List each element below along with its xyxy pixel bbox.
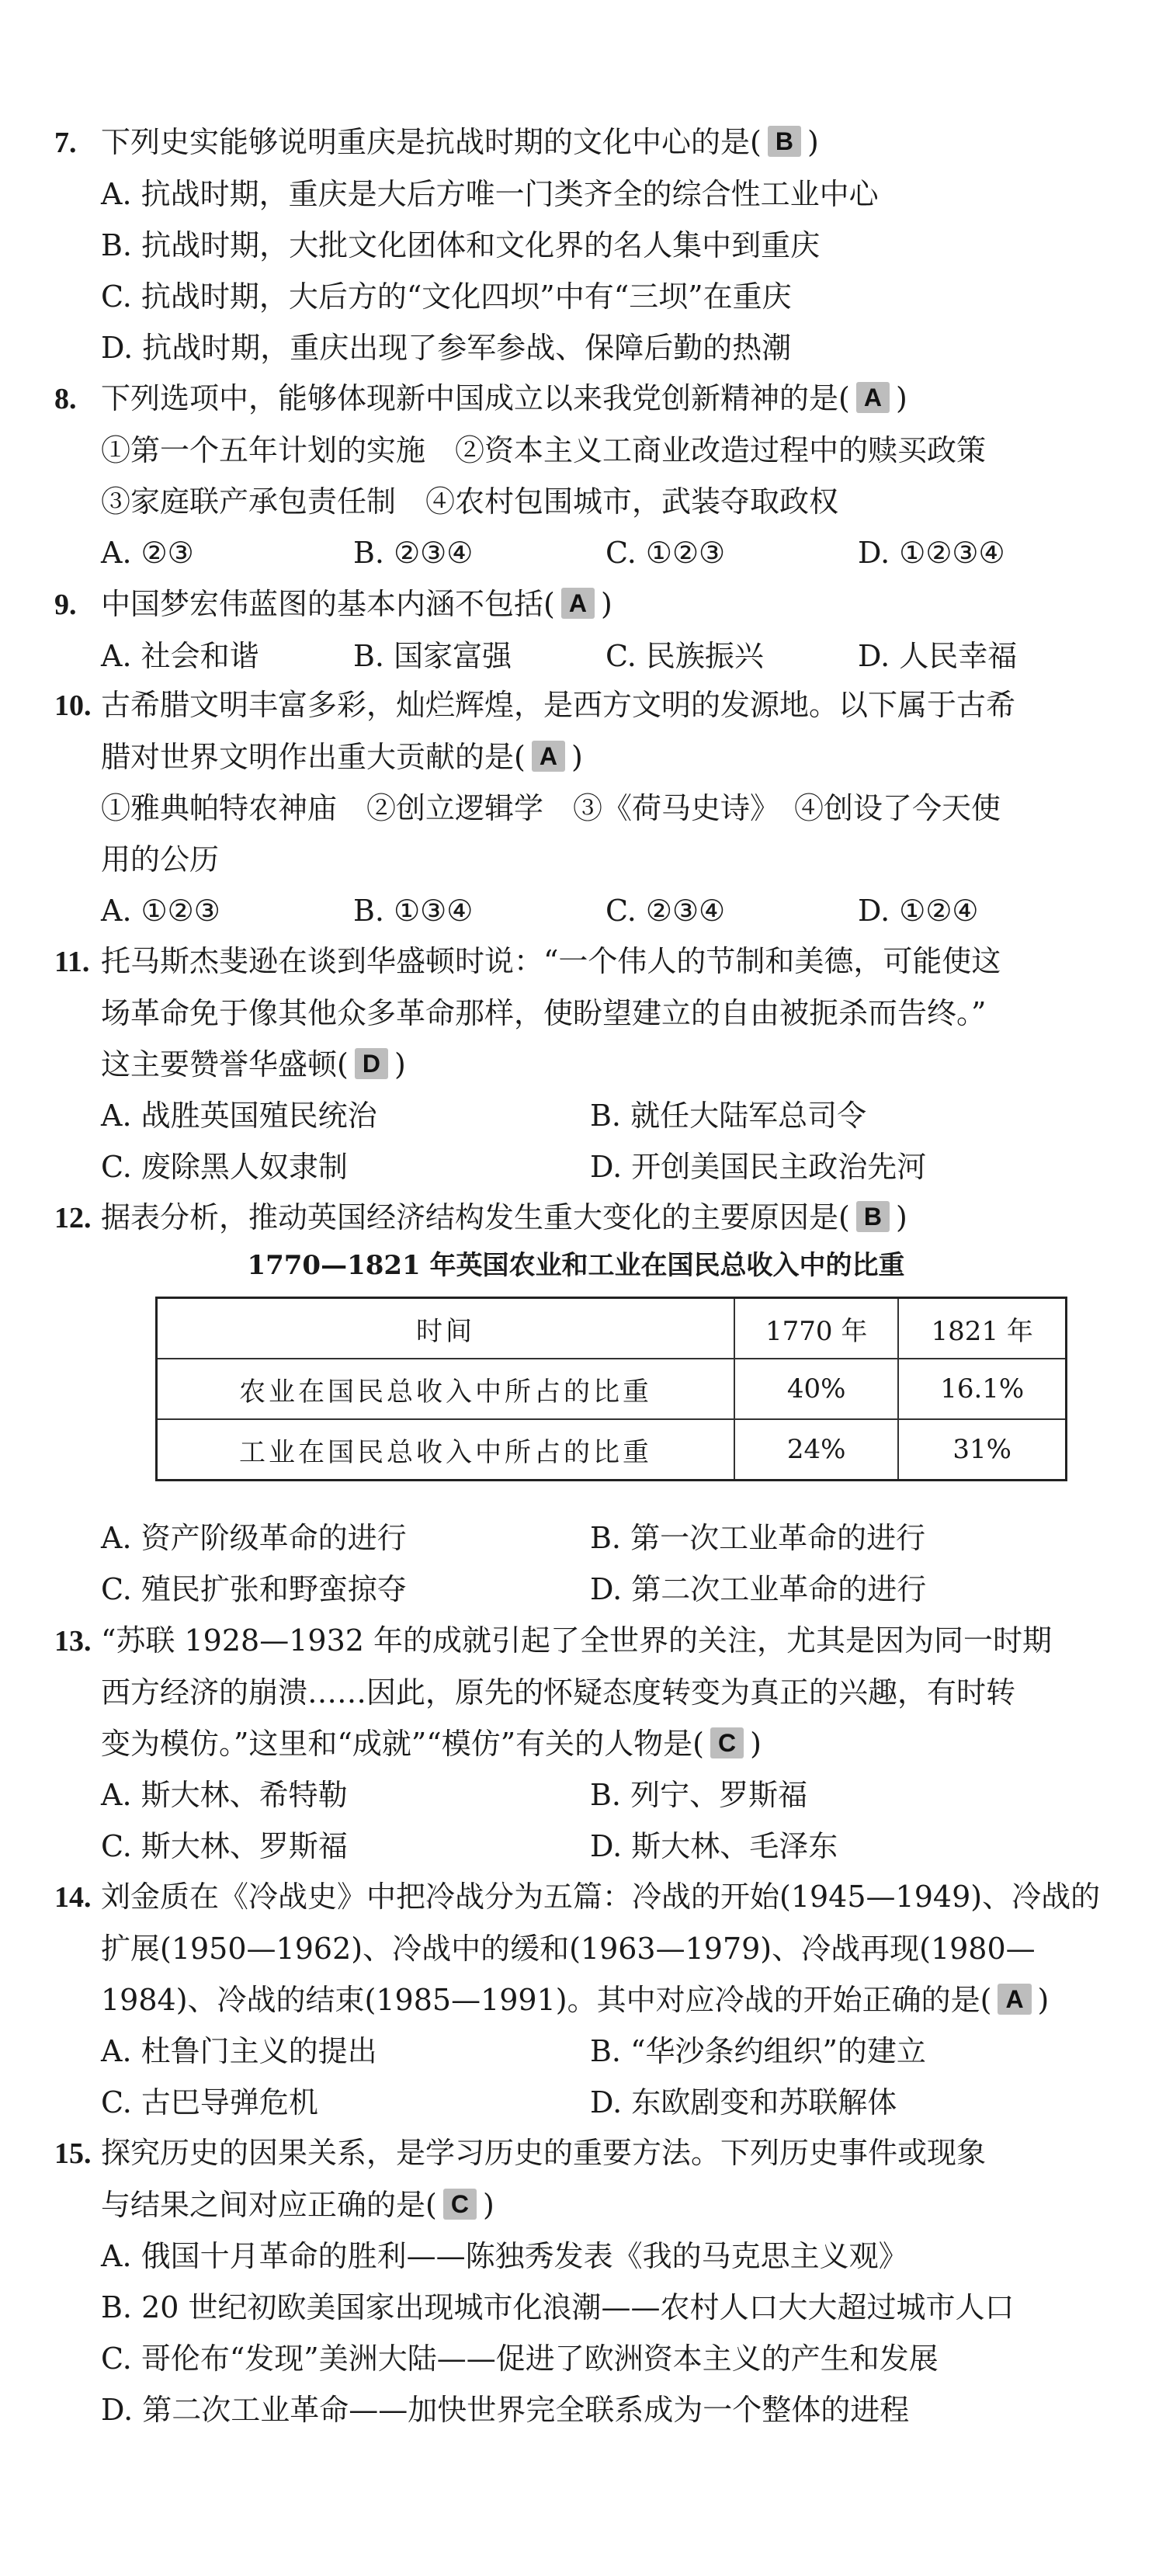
question-10 — [54, 679, 1110, 936]
option: B. 就任大陆军总司令 — [590, 1099, 867, 1133]
table-cell: 31% — [898, 1419, 1066, 1481]
table-cell: 16.1% — [898, 1359, 1066, 1419]
option: B. ②③④ — [353, 536, 474, 570]
option: C. 抗战时期，大后方的“文化四坝”中有“三坝”在重庆 — [101, 279, 792, 314]
question-number: 11. — [54, 946, 90, 978]
question-stem: 15. 探究历史的因果关系，是学习历史的重要方法。下列历史事件或现象 — [54, 2127, 1110, 2179]
option-row — [54, 1564, 1110, 1615]
option: D. 开创美国民主政治先河 — [590, 1150, 927, 1184]
question-number: 14. — [54, 1881, 92, 1914]
option: C. 殖民扩张和野蛮掠夺 — [101, 1572, 407, 1606]
question-number: 10. — [54, 689, 92, 722]
option: B. 抗战时期，大批文化团体和文化界的名人集中到重庆 — [101, 228, 821, 262]
question-number: 13. — [54, 1625, 92, 1658]
option: C. 斯大林、罗斯福 — [101, 1829, 348, 1863]
answer-box: C — [710, 1727, 744, 1758]
option: D. 抗战时期，重庆出现了参军参战、保障后勤的热潮 — [101, 331, 792, 365]
option-row — [54, 1821, 1110, 1872]
table-header-row — [157, 1298, 1067, 1359]
option: A. 杜鲁门主义的提出 — [101, 2034, 377, 2068]
option: D. ①②④ — [858, 894, 979, 928]
option: B. ①③④ — [353, 894, 474, 928]
option: D. 人民幸福 — [858, 639, 1018, 673]
question-stem-cont: 扩展(1950—1962)、冷战中的缓和(1963—1979)、冷战再现(1980— — [101, 1932, 1036, 1966]
table-header-cell: 1821 年 — [898, 1298, 1066, 1359]
data-table — [155, 1297, 1067, 1481]
option: A. 社会和谐 — [101, 639, 259, 673]
option: C. 废除黑人奴隶制 — [101, 1150, 348, 1184]
option: D. ①②③④ — [858, 536, 1005, 570]
answer-box: A — [532, 741, 565, 772]
question-number: 15. — [54, 2137, 92, 2170]
answer-box: A — [561, 588, 595, 619]
question-stem-cont: 西方经济的崩溃……因此，原先的怀疑态度转变为真正的兴趣，有时转 — [101, 1675, 1016, 1710]
option: C. 民族振兴 — [605, 639, 764, 673]
option: C. 古巴导弹危机 — [101, 2085, 318, 2119]
item-list: ①第一个五年计划的实施 ②资本主义工商业改造过程中的赎买政策 — [101, 433, 987, 467]
question-stem-cont: 变为模仿。”这里和“成就”“模仿”有关的人物是( C ) — [101, 1727, 762, 1761]
option: A. 战胜英国殖民统治 — [101, 1099, 377, 1133]
question-number: 7. — [54, 127, 77, 159]
question-8 — [54, 373, 1110, 578]
question-number: 12. — [54, 1202, 92, 1234]
question-stem: 13. “苏联 1928—1932 年的成就引起了全世界的关注，尤其是因为同一时期 — [54, 1615, 1110, 1667]
answer-box: B — [856, 1201, 890, 1232]
question-stem-cont: 与结果之间对应正确的是( C ) — [101, 2188, 494, 2222]
option: A. 抗战时期，重庆是大后方唯一门类齐全的综合性工业中心 — [101, 177, 879, 211]
question-13 — [54, 1615, 1110, 1872]
table-cell: 40% — [734, 1359, 898, 1419]
item-list: 用的公历 — [101, 842, 220, 877]
option: D. 第二次工业革命的进行 — [590, 1572, 927, 1606]
option-row — [54, 630, 1110, 682]
option: D. 斯大林、毛泽东 — [590, 1829, 838, 1863]
option: D. 第二次工业革命——加快世界完全联系成为一个整体的进程 — [101, 2393, 910, 2427]
question-14 — [54, 1871, 1110, 2128]
table-cell: 农业在国民总收入中所占的比重 — [157, 1359, 734, 1419]
option: A. ②③ — [101, 536, 194, 570]
item-list: ③家庭联产承包责任制 ④农村包围城市，武装夺取政权 — [101, 484, 839, 519]
question-stem-cont: 场革命免于像其他众多革命那样，使盼望建立的自由被扼杀而告终。” — [101, 996, 987, 1030]
question-stem: 10. 古希腊文明丰富多彩，灿烂辉煌，是西方文明的发源地。以下属于古希 — [54, 679, 1110, 731]
question-stem: 11. 托马斯杰斐逊在谈到华盛顿时说：“一个伟人的节制和美德，可能使这 — [54, 936, 1110, 988]
table-row — [157, 1359, 1067, 1419]
question-stem: 7. 下列史实能够说明重庆是抗战时期的文化中心的是( B ) — [54, 116, 1110, 168]
question-11 — [54, 936, 1110, 1193]
table-row — [157, 1419, 1067, 1481]
option: A. 资产阶级革命的进行 — [101, 1521, 407, 1555]
question-12-options — [54, 1512, 1110, 1615]
table-header-cell: 时间 — [157, 1298, 734, 1359]
option-row — [54, 1512, 1110, 1564]
option: B. “华沙条约组织”的建立 — [590, 2034, 926, 2068]
table-cell: 24% — [734, 1419, 898, 1481]
table-header-cell: 1770 年 — [734, 1298, 898, 1359]
option-row — [54, 527, 1110, 578]
option-row — [54, 1769, 1110, 1821]
option-row — [54, 885, 1110, 936]
answer-box: C — [443, 2189, 477, 2220]
option: D. 东欧剧变和苏联解体 — [590, 2085, 897, 2119]
table-caption: 1770—1821 年英国农业和工业在国民总收入中的比重 — [247, 1250, 905, 1281]
option-row — [54, 2026, 1110, 2077]
option: A. ①②③ — [101, 894, 220, 928]
question-7 — [54, 116, 1110, 373]
option: C. ①②③ — [605, 536, 726, 570]
question-stem-cont: 腊对世界文明作出重大贡献的是( A ) — [101, 740, 583, 774]
option: A. 俄国十月革命的胜利——陈独秀发表《我的马克思主义观》 — [101, 2239, 908, 2273]
question-12 — [54, 1192, 1110, 1244]
option: B. 国家富强 — [353, 639, 512, 673]
item-list: ①雅典帕特农神庙 ②创立逻辑学 ③《荷马史诗》 ④创设了今天使 — [101, 791, 1001, 825]
question-stem: 9. 中国梦宏伟蓝图的基本内涵不包括( A ) — [54, 578, 1110, 630]
table-cell: 工业在国民总收入中所占的比重 — [157, 1419, 734, 1481]
option-row — [54, 2077, 1110, 2128]
answer-box: A — [856, 382, 890, 413]
option: A. 斯大林、希特勒 — [101, 1778, 348, 1812]
question-stem: 12. 据表分析，推动英国经济结构发生重大变化的主要原因是( B ) — [54, 1192, 1110, 1244]
answer-box: B — [768, 126, 801, 157]
question-stem: 14. 刘金质在《冷战史》中把冷战分为五篇：冷战的开始(1945—1949)、冷战的 — [54, 1871, 1110, 1923]
option: B. 列宁、罗斯福 — [590, 1778, 808, 1812]
option-row — [54, 1141, 1110, 1193]
option: B. 第一次工业革命的进行 — [590, 1521, 926, 1555]
question-number: 9. — [54, 588, 77, 621]
question-stem: 8. 下列选项中，能够体现新中国成立以来我党创新精神的是( A ) — [54, 373, 1110, 425]
option: C. 哥伦布“发现”美洲大陆——促进了欧洲资本主义的产生和发展 — [101, 2342, 939, 2376]
option: C. ②③④ — [605, 894, 726, 928]
question-number: 8. — [54, 383, 77, 415]
question-stem-cont: 这主要赞誉华盛顿( D ) — [101, 1047, 406, 1081]
answer-box: A — [998, 1984, 1031, 2015]
option-row — [54, 1090, 1110, 1141]
question-9 — [54, 578, 1110, 682]
answer-box: D — [355, 1048, 388, 1079]
option: B. 20 世纪初欧美国家出现城市化浪潮——农村人口大大超过城市人口 — [101, 2290, 1015, 2324]
question-stem-cont: 1984)、冷战的结束(1985—1991)。其中对应冷战的开始正确的是( A ) — [101, 1983, 1050, 2017]
question-15 — [54, 2127, 1110, 2435]
